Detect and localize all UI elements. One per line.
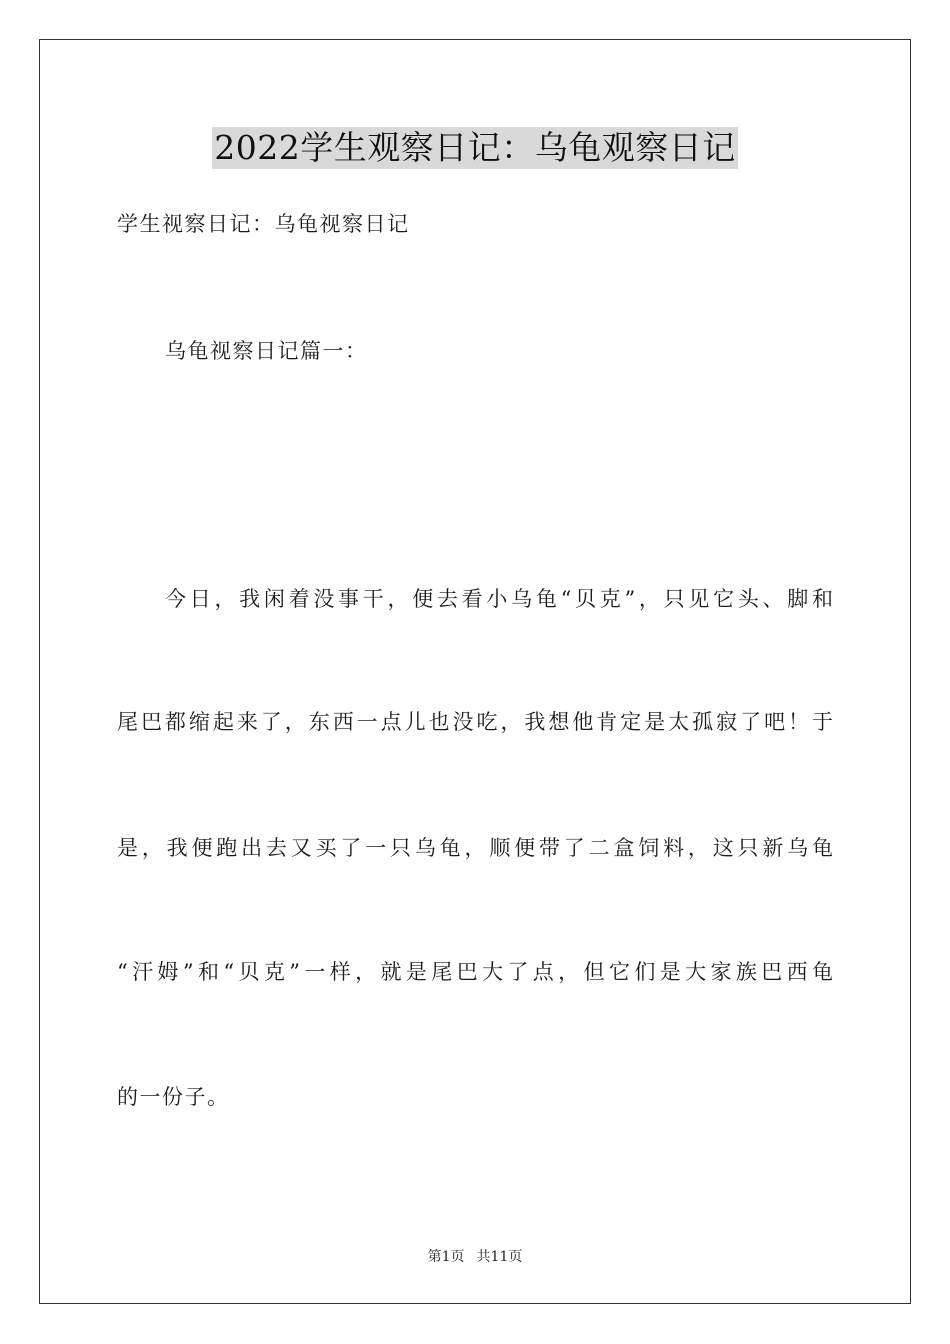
page-total: 共11页 [476,1249,523,1265]
page-footer [0,1248,950,1266]
subtitle-line: 学生视察日记：乌龟视察日记 [117,212,410,236]
title-container [0,127,950,169]
document-title: 2022学生观察日记：乌龟观察日记 [214,128,736,167]
paragraph-line-2: 尾巴都缩起来了，东西一点儿也没吃，我想他肯定是太孤寂了吧！于 [117,710,833,734]
paragraph-line-3: 是，我便跑出去又买了一只乌龟，顺便带了二盒饲料，这只新乌龟 [117,836,833,860]
paragraph-line-4: “汗姆”和“贝克”一样，就是尾巴大了点，但它们是大家族巴西龟 [117,960,833,984]
section-heading: 乌龟视察日记篇一： [165,339,368,363]
page-number: 第1页 [427,1249,465,1265]
paragraph-line-5: 的一份子。 [117,1085,230,1109]
paragraph-line-1: 今日，我闲着没事干，便去看小乌龟“贝克”，只见它头、脚和 [165,587,833,611]
